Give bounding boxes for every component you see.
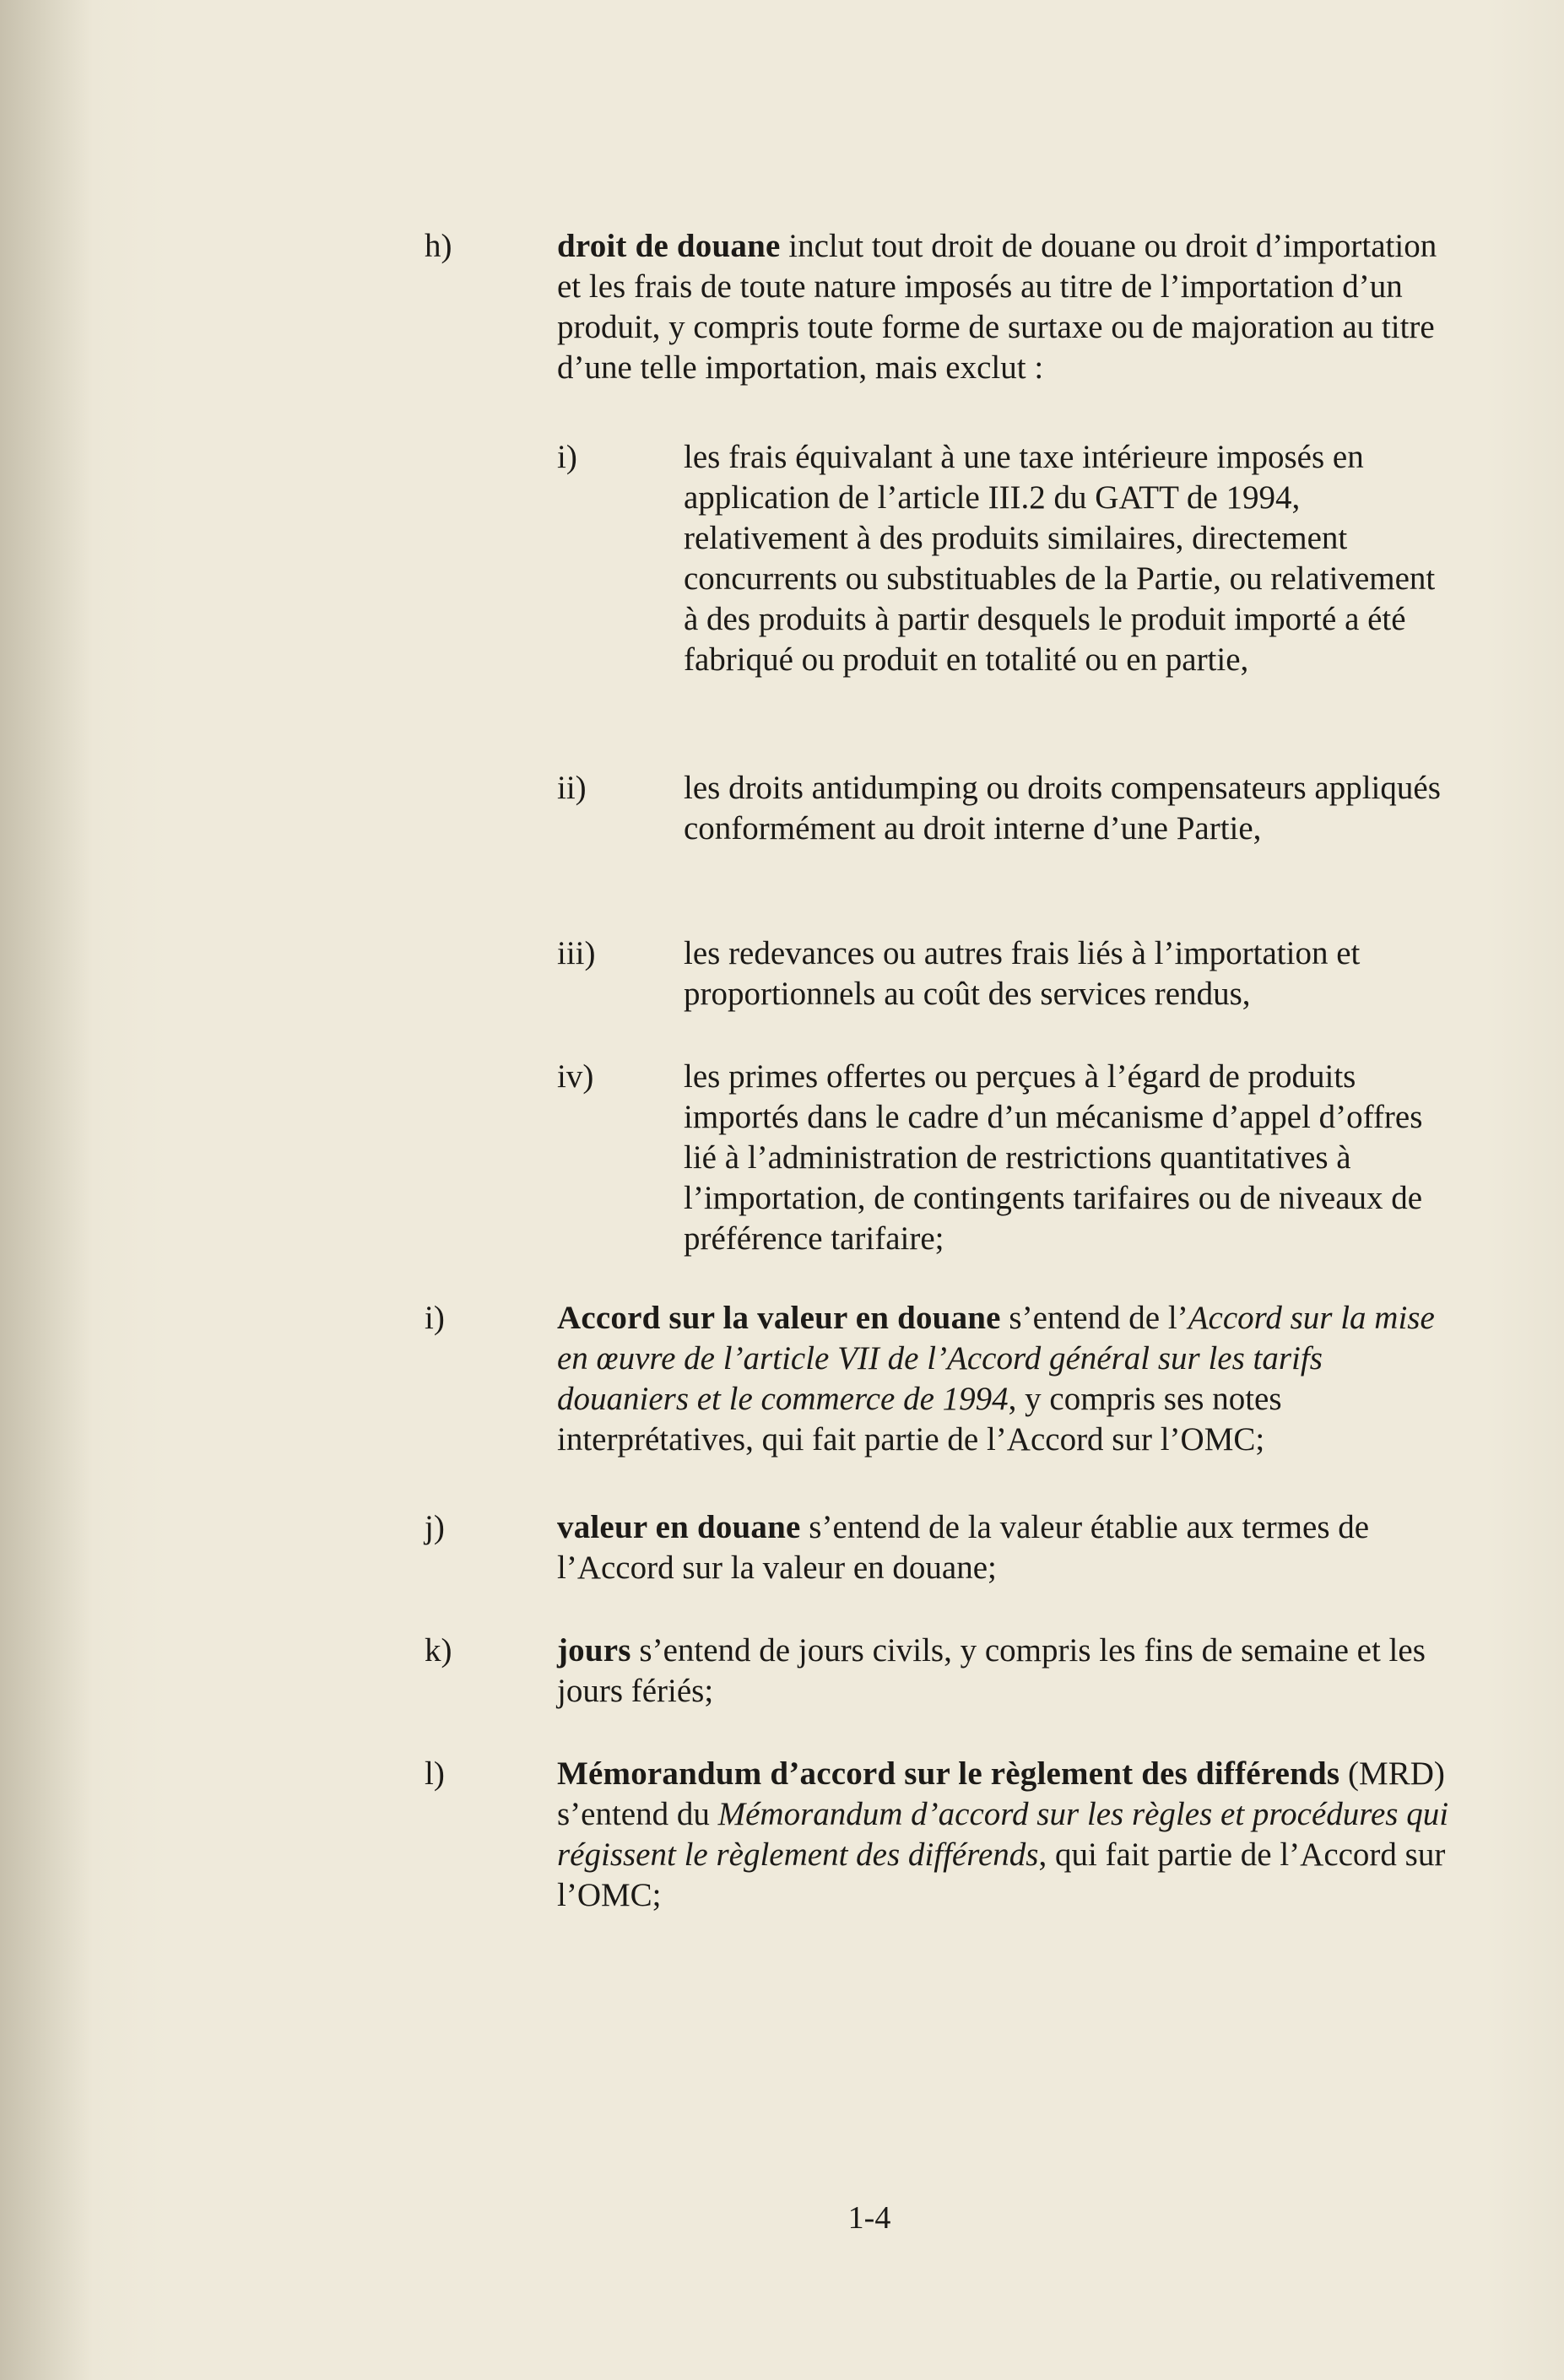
defined-term: jours [557,1632,631,1669]
item-text [557,1298,1452,1460]
item-text: les redevances ou autres frais liés à l’importation et proportionnels au coût des services rendus, [684,935,1361,1012]
item-label: i) [557,439,577,475]
defined-term: droit de douane [557,228,781,264]
definition-text: s’entend de la valeur établie aux termes de l’Accord sur la valeur en douane; [557,1509,1370,1586]
item-label: iii) [557,935,596,971]
item-text: les droits antidumping ou droits compensateurs appliqués conformément au droit interne d’une Partie, [684,770,1441,847]
definition-text: , qui fait partie de l’Accord sur l’OMC; [557,1836,1446,1913]
binding-shadow [0,0,93,2380]
item-text [557,1631,1452,1712]
italic-title: Accord sur la mise en œuvre de l’article VII de l’Accord général sur les tarifs douaniers et le commerce de 1994 [557,1300,1435,1417]
item-label: i) [425,1300,445,1336]
item-label: k) [425,1632,452,1669]
item-text: les frais équivalant à une taxe intérieure imposés en application de l’article III.2 du GATT de 1994, relativement à des produits similaires, directement concurrents ou substituables de la Partie, ou relativement à des produits à partir desquels le produit importé a été fabriqué ou produit en totalité ou en partie, [684,439,1436,678]
definition-text: , y compris ses notes interprétatives, qui fait partie de l’Accord sur l’OMC; [557,1381,1282,1458]
item-text [557,226,1452,388]
item-label: l) [425,1755,445,1792]
item-label: j) [425,1509,445,1545]
item-label: h) [425,228,452,264]
page-number: 1-4 [847,2200,891,2236]
item-text: les primes offertes ou perçues à l’égard de produits importés dans le cadre d’un mécanisme d’appel d’offres lié à l’administration de restrictions quantitatives à l’importation, de contingents tarifaires ou de niveaux de préférence tarifaire; [684,1058,1423,1257]
definition-text: s’entend de l’ [1000,1300,1188,1336]
defined-term: Accord sur la valeur en douane [557,1300,1001,1336]
italic-title: Mémorandum d’accord sur les règles et procédures qui régissent le règlement des différends [557,1796,1449,1873]
item-label: ii) [557,770,587,806]
defined-term: Mémorandum d’accord sur le règlement des différends [557,1755,1340,1792]
definition-text: inclut tout droit de douane ou droit d’importation et les frais de toute nature imposés au titre de l’importation d’un produit, y compris toute forme de surtaxe ou de majoration au titre d’une telle importation, mais exclut : [557,228,1437,386]
definition-text: s’entend de jours civils, y compris les fins de semaine et les jours fériés; [557,1632,1426,1709]
item-label: iv) [557,1058,594,1095]
item-text [557,1507,1452,1588]
defined-term: valeur en douane [557,1509,801,1545]
item-text [557,1754,1452,1916]
definition-text: (MRD) s’entend du [557,1755,1445,1832]
